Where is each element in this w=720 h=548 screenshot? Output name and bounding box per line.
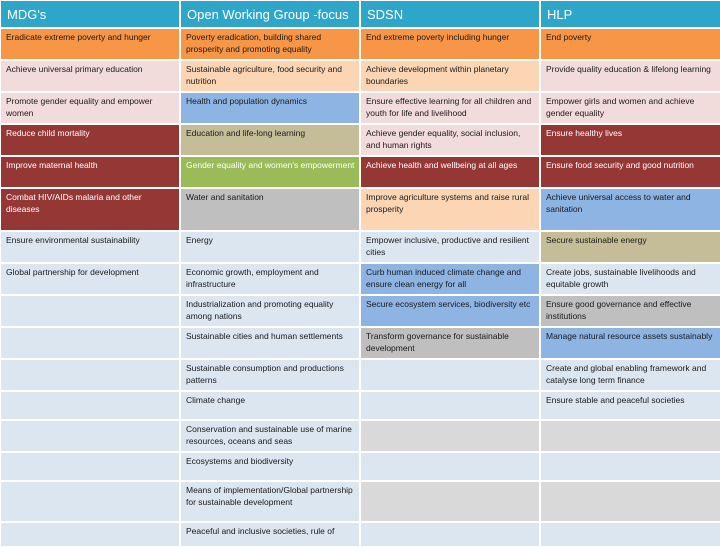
table-cell: Sustainable consumption and productions patterns bbox=[181, 360, 359, 390]
table-cell: Global partnership for development bbox=[1, 264, 179, 294]
table-cell: Ensure good governance and effective institutions bbox=[541, 296, 720, 326]
table-cell bbox=[541, 482, 720, 521]
table-cell bbox=[361, 523, 539, 546]
table-row bbox=[1, 93, 720, 123]
table-cell: Education and life-long learning bbox=[181, 125, 359, 155]
header-owg: Open Working Group -focus bbox=[181, 1, 359, 27]
table-cell: Ensure stable and peaceful societies bbox=[541, 392, 720, 419]
table-row bbox=[1, 157, 720, 187]
table-row bbox=[1, 125, 720, 155]
table-cell: Water and sanitation bbox=[181, 189, 359, 230]
table-cell bbox=[1, 421, 179, 451]
header-sdsn: SDSN bbox=[361, 1, 539, 27]
table-cell: Achieve health and wellbeing at all ages bbox=[361, 157, 539, 187]
table-cell: Empower girls and women and achieve gender equality bbox=[541, 93, 720, 123]
table-cell: Combat HIV/AIDs malaria and other diseases bbox=[1, 189, 179, 230]
table-cell: Ensure food security and good nutrition bbox=[541, 157, 720, 187]
table-cell bbox=[1, 392, 179, 419]
table-cell bbox=[361, 421, 539, 451]
table-cell: Climate change bbox=[181, 392, 359, 419]
table-row bbox=[1, 189, 720, 230]
table-cell: Improve agriculture systems and raise rural prosperity bbox=[361, 189, 539, 230]
table-row bbox=[1, 61, 720, 91]
table-cell: Poverty eradication, building shared prosperity and promoting equality bbox=[181, 29, 359, 59]
table-cell: Manage natural resource assets sustainably bbox=[541, 328, 720, 358]
table-cell: Create jobs, sustainable livelihoods and equitable growth bbox=[541, 264, 720, 294]
table-cell: Industrialization and promoting equality among nations bbox=[181, 296, 359, 326]
table-cell bbox=[541, 523, 720, 546]
header-hlp: HLP bbox=[541, 1, 720, 27]
table-cell bbox=[1, 360, 179, 390]
table-cell: Means of implementation/Global partnership for sustainable development bbox=[181, 482, 359, 521]
table-cell: Gender equality and women's empowerment bbox=[181, 157, 359, 187]
table-cell bbox=[361, 453, 539, 480]
table-cell: Peaceful and inclusive societies, rule of bbox=[181, 523, 359, 546]
table-cell: End extreme poverty including hunger bbox=[361, 29, 539, 59]
header-row bbox=[1, 1, 720, 27]
table-cell bbox=[541, 421, 720, 451]
table-row bbox=[1, 523, 720, 546]
table-cell bbox=[361, 360, 539, 390]
table-cell: Provide quality education & lifelong learning bbox=[541, 61, 720, 91]
table-row bbox=[1, 421, 720, 451]
table-cell: Empower inclusive, productive and resilient cities bbox=[361, 232, 539, 262]
table-cell: Energy bbox=[181, 232, 359, 262]
table-cell: Secure sustainable energy bbox=[541, 232, 720, 262]
table-cell bbox=[361, 392, 539, 419]
table-cell: Achieve gender equality, social inclusion, and human rights bbox=[361, 125, 539, 155]
table-cell: Eradicate extreme poverty and hunger bbox=[1, 29, 179, 59]
table-cell bbox=[1, 482, 179, 521]
table-row bbox=[1, 392, 720, 419]
table-cell: Reduce child mortality bbox=[1, 125, 179, 155]
table-cell: Conservation and sustainable use of marine resources, oceans and seas bbox=[181, 421, 359, 451]
table-cell bbox=[1, 328, 179, 358]
table-cell bbox=[1, 296, 179, 326]
table-row bbox=[1, 296, 720, 326]
table-cell: Health and population dynamics bbox=[181, 93, 359, 123]
table-cell: Promote gender equality and empower women bbox=[1, 93, 179, 123]
table-cell bbox=[1, 523, 179, 546]
table-cell: Sustainable cities and human settlements bbox=[181, 328, 359, 358]
table-cell: Achieve universal access to water and sanitation bbox=[541, 189, 720, 230]
table-cell: Transform governance for sustainable development bbox=[361, 328, 539, 358]
table-cell: Sustainable agriculture, food security and nutrition bbox=[181, 61, 359, 91]
table-cell: Curb human induced climate change and ensure clean energy for all bbox=[361, 264, 539, 294]
table-cell: Ensure environmental sustainability bbox=[1, 232, 179, 262]
table-cell: Create and global enabling framework and catalyse long term finance bbox=[541, 360, 720, 390]
table-row bbox=[1, 360, 720, 390]
table-row bbox=[1, 453, 720, 480]
table-cell: Achieve universal primary education bbox=[1, 61, 179, 91]
table-row bbox=[1, 328, 720, 358]
table-cell bbox=[361, 482, 539, 521]
table-row bbox=[1, 482, 720, 521]
table-cell: Ensure healthy lives bbox=[541, 125, 720, 155]
table-cell: Improve maternal health bbox=[1, 157, 179, 187]
table-cell: End poverty bbox=[541, 29, 720, 59]
table-cell: Economic growth, employment and infrastructure bbox=[181, 264, 359, 294]
table-row bbox=[1, 264, 720, 294]
table-row bbox=[1, 232, 720, 262]
table-cell: Ecosystems and biodiversity bbox=[181, 453, 359, 480]
table-cell bbox=[1, 453, 179, 480]
table-cell: Ensure effective learning for all children and youth for life and livelihood bbox=[361, 93, 539, 123]
table-row bbox=[1, 29, 720, 59]
table-cell: Secure ecosystem services, biodiversity etc bbox=[361, 296, 539, 326]
header-mdgs: MDG's bbox=[1, 1, 179, 27]
table-cell bbox=[541, 453, 720, 480]
table-cell: Achieve development within planetary boundaries bbox=[361, 61, 539, 91]
